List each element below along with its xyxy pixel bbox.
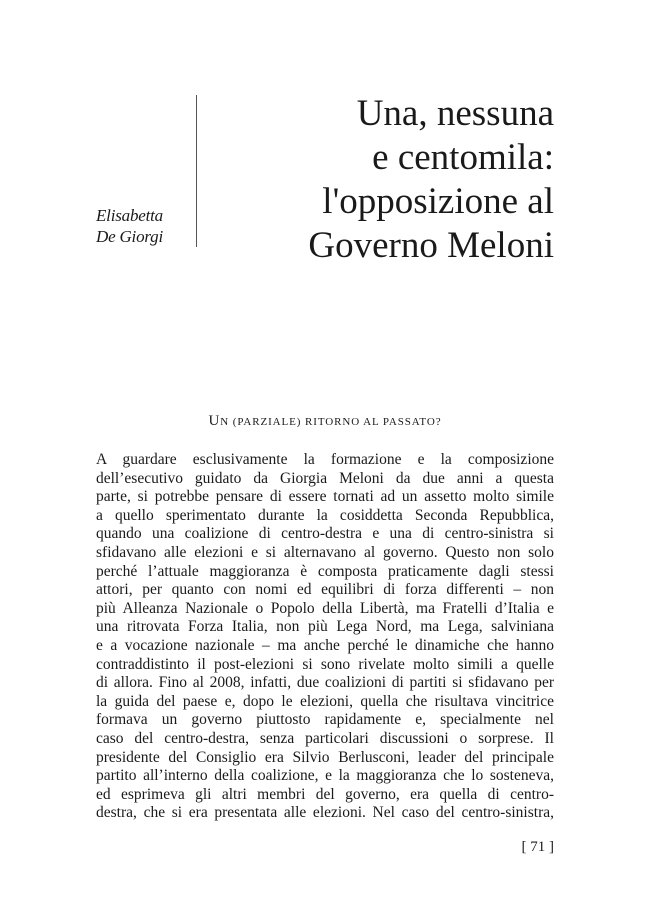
body-line: la guida del paese e, dopo le elezioni, quella che risultava vincitrice xyxy=(96,692,554,710)
title-line: Governo Meloni xyxy=(308,225,554,266)
body-line: sfidavano alle elezioni e si alternavano al governo. Questo non solo xyxy=(96,543,554,561)
body-line: presidente del Consiglio era Silvio Berlusconi, leader del principale xyxy=(96,748,554,766)
body-paragraph xyxy=(96,451,554,823)
title-line: Una, nessuna xyxy=(356,93,554,134)
body-line: attori, per quanto con nomi ed equilibri di forza differenti – non xyxy=(96,581,554,599)
body-line: perché l’attuale maggioranza è composta praticamente dagli stessi xyxy=(96,562,554,580)
body-line: formava un governo piuttosto rapidamente e, specialmente nel xyxy=(96,711,554,729)
body-line: caso del centro-destra, senza particolari discussioni o sorprese. Il xyxy=(96,729,554,747)
body-line: contraddistinto il post-elezioni si sono rivelate molto simili a quelle xyxy=(96,655,554,673)
body-line: ed esprimeva gli altri membri del governo, era quella di centro- xyxy=(96,785,554,803)
body-line: destra, che si era presentata alle elezioni. Nel caso del centro-sinistra, xyxy=(96,804,554,822)
body-line: più Alleanza Nazionale o Popolo della Libertà, ma Fratelli d’Italia e xyxy=(96,599,554,617)
vertical-divider xyxy=(196,95,197,247)
body-line: dell’esecutivo guidato da Giorgia Meloni da due anni a questa xyxy=(96,469,554,487)
body-line: quando una coalizione di centro-destra e una di centro-sinistra si xyxy=(96,525,554,543)
body-line: A guardare esclusivamente la formazione e la composizione xyxy=(96,451,554,468)
body-line: e a vocazione nazionale – ma anche perché le dinamiche che hanno xyxy=(96,636,554,654)
body-line: una ritrovata Forza Italia, non più Lega Nord, ma Lega, salviniana xyxy=(96,618,554,636)
page-number: [ 71 ] xyxy=(521,839,554,855)
body-line: di allora. Fino al 2008, infatti, due coalizioni di partiti si sfidavano per xyxy=(96,674,554,692)
body-line: a quello sperimentato durante la cosiddetta Seconda Repubblica, xyxy=(96,506,554,524)
title-line: e centomila: xyxy=(372,137,554,178)
chapter-title xyxy=(224,92,554,268)
title-line: l'opposizione al xyxy=(322,181,554,222)
body-line: parte, si potrebbe pensare di essere tornati ad un assetto molto simile xyxy=(96,488,554,506)
section-heading: UN (PARZIALE) RITORNO AL PASSATO? xyxy=(208,413,442,429)
body-line: partito all’interno della coalizione, e la maggioranza che lo sosteneva, xyxy=(96,767,554,785)
author-last-name: De Giorgi xyxy=(96,227,163,246)
author-name xyxy=(96,205,163,247)
author-first-name: Elisabetta xyxy=(96,206,163,225)
